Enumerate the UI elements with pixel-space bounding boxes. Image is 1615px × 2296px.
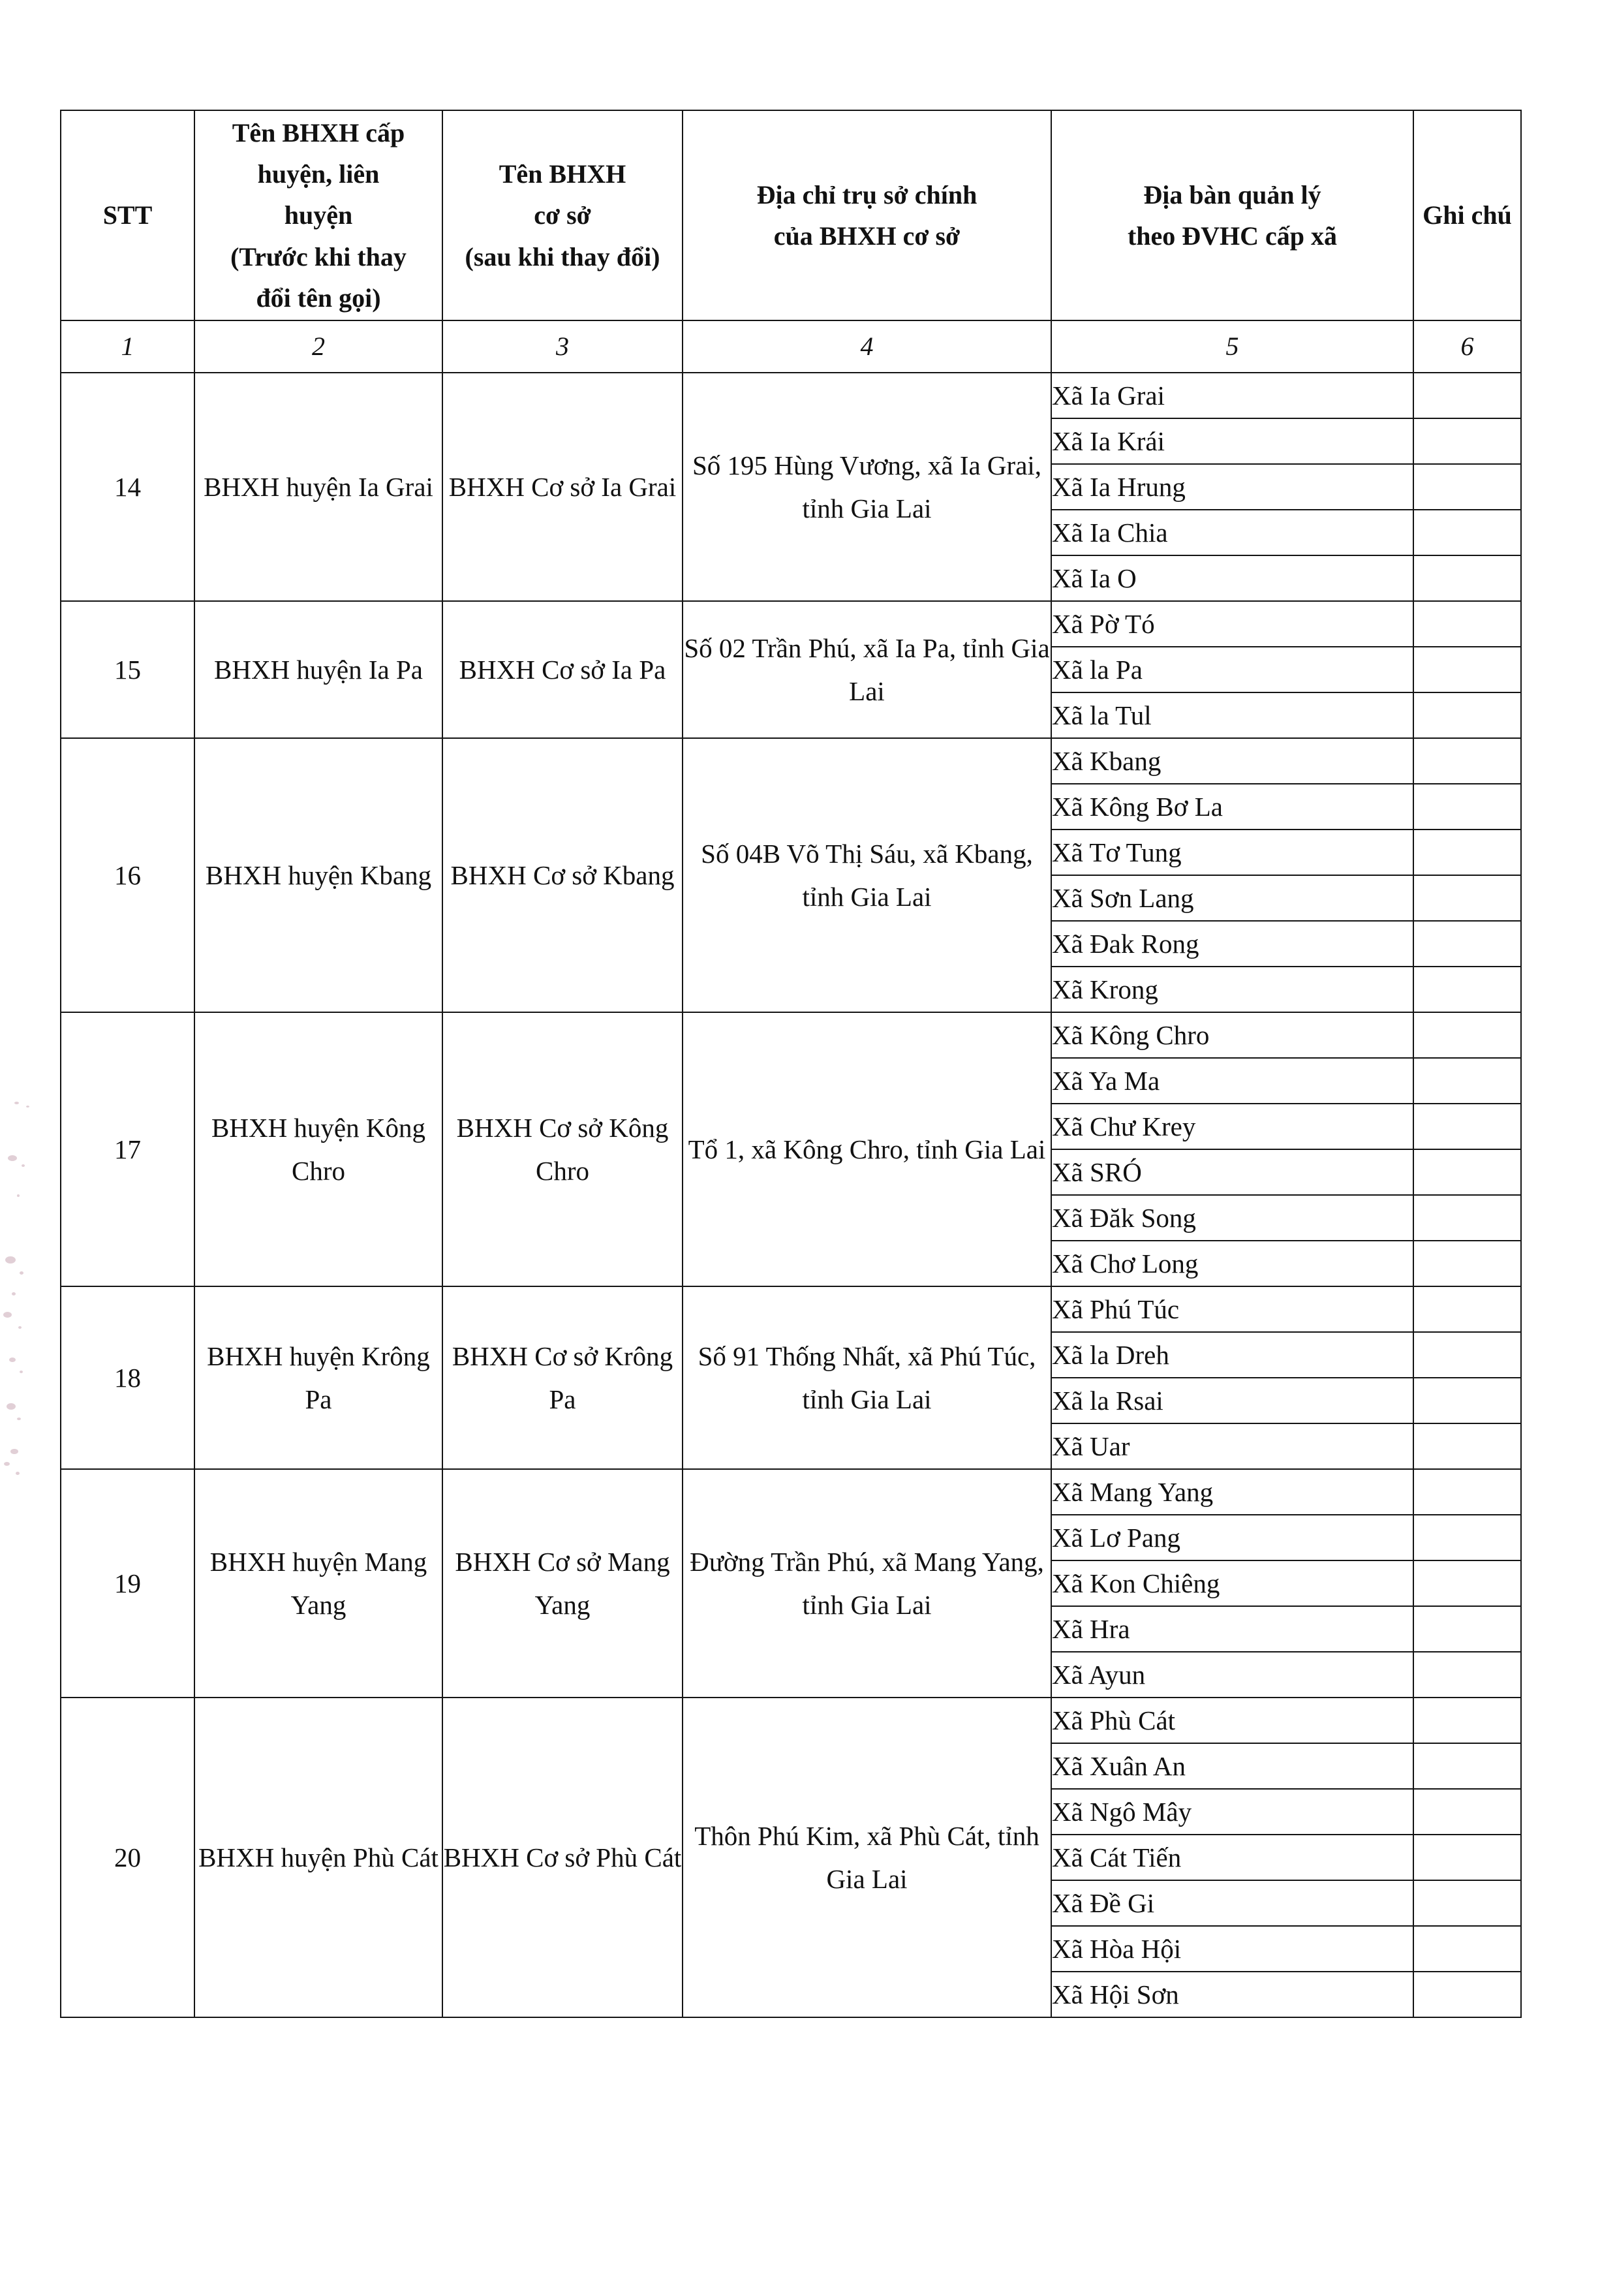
cell-commune: Xã Sơn Lang xyxy=(1051,875,1413,921)
cell-note xyxy=(1413,418,1521,464)
table-body xyxy=(61,373,1521,2017)
cell-address: Số 02 Trần Phú, xã Ia Pa, tỉnh Gia Lai xyxy=(683,601,1051,738)
cell-address: Số 195 Hùng Vương, xã Ia Grai, tỉnh Gia Lai xyxy=(683,373,1051,601)
cell-note xyxy=(1413,1286,1521,1332)
cell-commune: Xã Ia Hrung xyxy=(1051,464,1413,510)
cell-commune: Xã Ngô Mây xyxy=(1051,1789,1413,1835)
column-header-line: huyện, liên xyxy=(257,159,380,189)
cell-new-name: BHXH Cơ sở Kông Chro xyxy=(442,1012,683,1286)
cell-commune: Xã Ya Ma xyxy=(1051,1058,1413,1104)
column-header-communes xyxy=(1051,110,1413,320)
cell-stt: 17 xyxy=(61,1012,194,1286)
cell-note xyxy=(1413,1378,1521,1423)
cell-commune: Xã Cát Tiến xyxy=(1051,1835,1413,1880)
cell-new-name: BHXH Cơ sở Ia Grai xyxy=(442,373,683,601)
cell-note xyxy=(1413,1789,1521,1835)
cell-note xyxy=(1413,692,1521,738)
cell-commune: Xã Đề Gi xyxy=(1051,1880,1413,1926)
header-row xyxy=(61,110,1521,320)
cell-commune: Xã la Tul xyxy=(1051,692,1413,738)
cell-commune: Xã Uar xyxy=(1051,1423,1413,1469)
cell-commune: Xã Đăk Song xyxy=(1051,1195,1413,1241)
cell-commune: Xã Mang Yang xyxy=(1051,1469,1413,1515)
cell-commune: Xã Hra xyxy=(1051,1606,1413,1652)
cell-old-name: BHXH huyện Kbang xyxy=(194,738,442,1012)
cell-note xyxy=(1413,1104,1521,1149)
cell-note xyxy=(1413,921,1521,967)
cell-commune: Xã Ia O xyxy=(1051,555,1413,601)
cell-address: Số 04B Võ Thị Sáu, xã Kbang, tỉnh Gia Lai xyxy=(683,738,1051,1012)
cell-new-name: BHXH Cơ sở Kbang xyxy=(442,738,683,1012)
column-header-line: đổi tên gọi) xyxy=(256,283,381,313)
cell-note xyxy=(1413,738,1521,784)
cell-note xyxy=(1413,601,1521,647)
column-header-line: STT xyxy=(102,200,153,230)
cell-note xyxy=(1413,1332,1521,1378)
table-row xyxy=(61,1469,1521,1515)
cell-commune: Xã Kbang xyxy=(1051,738,1413,784)
column-number-3: 3 xyxy=(442,320,683,373)
column-header-line: cơ sở xyxy=(534,200,591,230)
bhxh-reorganization-table xyxy=(60,110,1522,2018)
column-header-stt xyxy=(61,110,194,320)
cell-note xyxy=(1413,1515,1521,1560)
cell-note xyxy=(1413,784,1521,830)
cell-commune: Xã Pờ Tó xyxy=(1051,601,1413,647)
cell-address: Số 91 Thống Nhất, xã Phú Túc, tỉnh Gia Lai xyxy=(683,1286,1051,1469)
cell-note xyxy=(1413,1926,1521,1972)
cell-stt: 14 xyxy=(61,373,194,601)
cell-stt: 19 xyxy=(61,1469,194,1698)
cell-old-name: BHXH huyện Ia Pa xyxy=(194,601,442,738)
cell-commune: Xã Kông Bơ La xyxy=(1051,784,1413,830)
cell-commune: Xã Chơ Long xyxy=(1051,1241,1413,1286)
column-number-4: 4 xyxy=(683,320,1051,373)
cell-commune: Xã Phú Túc xyxy=(1051,1286,1413,1332)
cell-stt: 16 xyxy=(61,738,194,1012)
table-row xyxy=(61,373,1521,418)
column-number-5: 5 xyxy=(1051,320,1413,373)
cell-note xyxy=(1413,1012,1521,1058)
cell-note xyxy=(1413,647,1521,692)
cell-note xyxy=(1413,1241,1521,1286)
cell-note xyxy=(1413,967,1521,1012)
table-row xyxy=(61,1286,1521,1332)
cell-commune: Xã Phù Cát xyxy=(1051,1698,1413,1743)
cell-note xyxy=(1413,1195,1521,1241)
cell-commune: Xã SRÓ xyxy=(1051,1149,1413,1195)
cell-old-name: BHXH huyện Kông Chro xyxy=(194,1012,442,1286)
cell-note xyxy=(1413,1743,1521,1789)
cell-new-name: BHXH Cơ sở Ia Pa xyxy=(442,601,683,738)
cell-commune: Xã la Rsai xyxy=(1051,1378,1413,1423)
column-header-old_name xyxy=(194,110,442,320)
column-header-line: Tên BHXH cấp xyxy=(232,118,405,148)
column-header-line: của BHXH cơ sở xyxy=(773,221,961,251)
cell-commune: Xã Ia Grai xyxy=(1051,373,1413,418)
cell-note xyxy=(1413,1058,1521,1104)
cell-note xyxy=(1413,464,1521,510)
cell-old-name: BHXH huyện Phù Cát xyxy=(194,1698,442,2017)
cell-note xyxy=(1413,510,1521,555)
cell-commune: Xã Lơ Pang xyxy=(1051,1515,1413,1560)
cell-note xyxy=(1413,1469,1521,1515)
cell-note xyxy=(1413,1698,1521,1743)
cell-commune: Xã Ia Krái xyxy=(1051,418,1413,464)
cell-old-name: BHXH huyện Mang Yang xyxy=(194,1469,442,1698)
cell-note xyxy=(1413,555,1521,601)
cell-old-name: BHXH huyện Krông Pa xyxy=(194,1286,442,1469)
table-row xyxy=(61,1012,1521,1058)
cell-commune: Xã Tơ Tung xyxy=(1051,830,1413,875)
column-number-2: 2 xyxy=(194,320,442,373)
cell-address: Thôn Phú Kim, xã Phù Cát, tỉnh Gia Lai xyxy=(683,1698,1051,2017)
cell-address: Đường Trần Phú, xã Mang Yang, tỉnh Gia Lai xyxy=(683,1469,1051,1698)
table-row xyxy=(61,601,1521,647)
table-row xyxy=(61,738,1521,784)
cell-stt: 15 xyxy=(61,601,194,738)
cell-address: Tổ 1, xã Kông Chro, tỉnh Gia Lai xyxy=(683,1012,1051,1286)
cell-note xyxy=(1413,875,1521,921)
column-number-row xyxy=(61,320,1521,373)
column-header-note xyxy=(1413,110,1521,320)
cell-note xyxy=(1413,373,1521,418)
cell-old-name: BHXH huyện Ia Grai xyxy=(194,373,442,601)
column-header-line: (sau khi thay đổi) xyxy=(465,241,660,271)
cell-note xyxy=(1413,1560,1521,1606)
column-header-line: theo ĐVHC cấp xã xyxy=(1127,221,1338,251)
cell-commune: Xã Đak Rong xyxy=(1051,921,1413,967)
cell-new-name: BHXH Cơ sở Krông Pa xyxy=(442,1286,683,1469)
column-header-line: huyện xyxy=(284,200,353,230)
cell-note xyxy=(1413,1652,1521,1698)
cell-note xyxy=(1413,1880,1521,1926)
table-header xyxy=(61,110,1521,373)
cell-commune: Xã la Dreh xyxy=(1051,1332,1413,1378)
cell-commune: Xã Hội Sơn xyxy=(1051,1972,1413,2017)
column-header-line: Địa bàn quản lý xyxy=(1143,179,1321,209)
column-number-1: 1 xyxy=(61,320,194,373)
table-row xyxy=(61,1698,1521,1743)
column-header-new_name xyxy=(442,110,683,320)
column-header-address xyxy=(683,110,1051,320)
cell-new-name: BHXH Cơ sở Phù Cát xyxy=(442,1698,683,2017)
cell-note xyxy=(1413,1835,1521,1880)
cell-stt: 18 xyxy=(61,1286,194,1469)
column-number-6: 6 xyxy=(1413,320,1521,373)
cell-new-name: BHXH Cơ sở Mang Yang xyxy=(442,1469,683,1698)
cell-commune: Xã Hòa Hội xyxy=(1051,1926,1413,1972)
cell-note xyxy=(1413,830,1521,875)
cell-commune: Xã la Pa xyxy=(1051,647,1413,692)
column-header-line: (Trước khi thay xyxy=(230,241,407,271)
cell-stt: 20 xyxy=(61,1698,194,2017)
cell-commune: Xã Ia Chia xyxy=(1051,510,1413,555)
cell-commune: Xã Ayun xyxy=(1051,1652,1413,1698)
cell-note xyxy=(1413,1423,1521,1469)
cell-note xyxy=(1413,1972,1521,2017)
cell-note xyxy=(1413,1149,1521,1195)
cell-note xyxy=(1413,1606,1521,1652)
cell-commune: Xã Xuân An xyxy=(1051,1743,1413,1789)
column-header-line: Ghi chú xyxy=(1423,200,1512,230)
cell-commune: Xã Kon Chiêng xyxy=(1051,1560,1413,1606)
column-header-line: Địa chỉ trụ sở chính xyxy=(756,179,977,209)
cell-commune: Xã Kông Chro xyxy=(1051,1012,1413,1058)
column-header-line: Tên BHXH xyxy=(499,159,626,189)
cell-commune: Xã Krong xyxy=(1051,967,1413,1012)
cell-commune: Xã Chư Krey xyxy=(1051,1104,1413,1149)
